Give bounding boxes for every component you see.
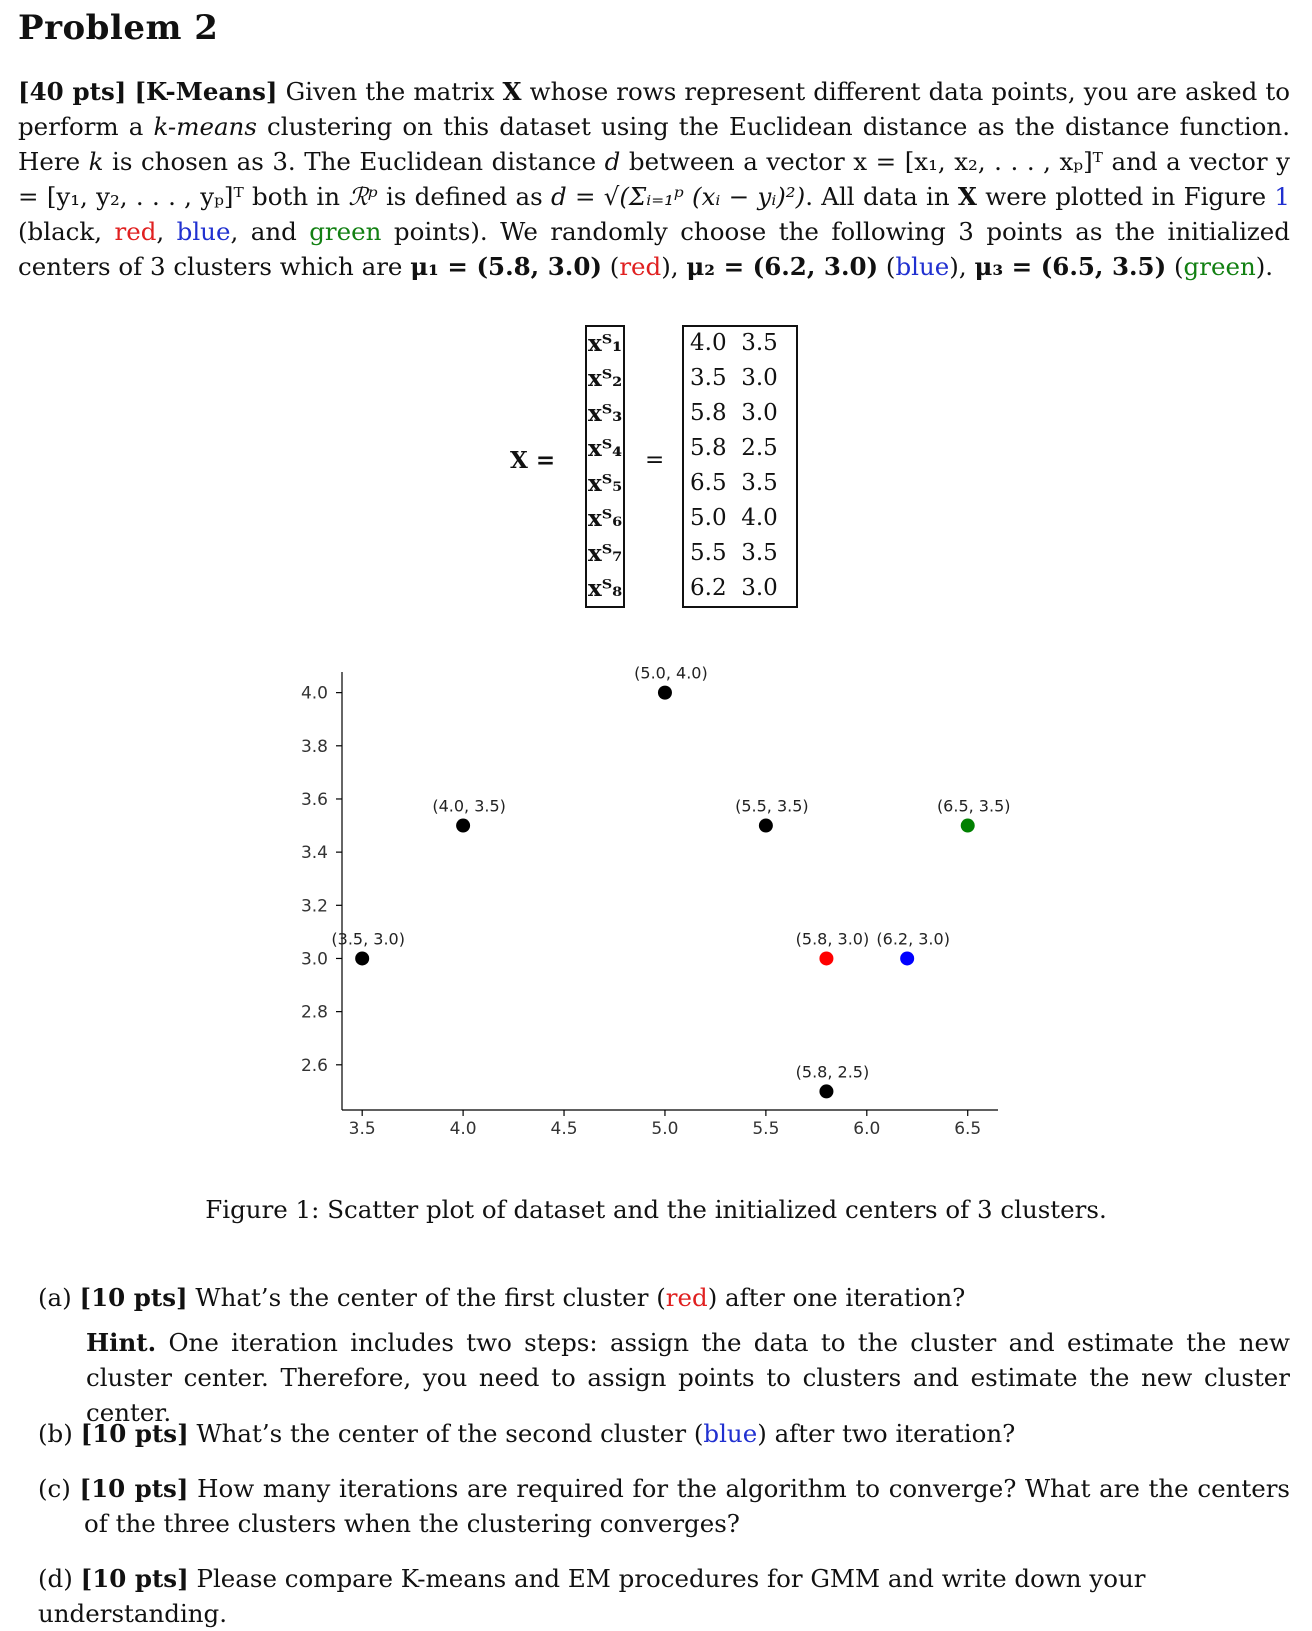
point-label: (4.0, 3.5) xyxy=(432,796,506,816)
text: What’s the center of the second cluster ( xyxy=(188,1419,704,1448)
y-tick-label: 2.8 xyxy=(300,1002,328,1023)
problem-statement: [40 pts] [K-Means] Given the matrix X whose rows represent different data points, you are asked to perform a k-means clustering on this dataset using the Euclidean distance as the distance function. Here k is chosen as 3. The Euclidean distance d between a vector x = [x₁, x₂, . . . , xₚ]ᵀ and a vector y = [y₁, y₂, . . . , yₚ]ᵀ both in ℛᵖ is defined as d = √(Σᵢ₌₁ᵖ (xᵢ − yᵢ)²). All data in X were plotted in Figure 1 (black, red, blue, and green points). We randomly choose the following 3 points as the initialized centers of 3 clusters which are μ₁ = (5.8, 3.0) (red), μ₂ = (6.2, 3.0) (blue), μ₃ = (6.5, 3.5) (green). xyxy=(18,77,1290,281)
matrix-row xyxy=(690,501,790,536)
blue-word: blue xyxy=(895,252,950,281)
matrix-cell: 6.5 xyxy=(690,470,727,496)
matrix-cell: 5.0 xyxy=(690,505,727,531)
green-word: green xyxy=(1183,252,1256,281)
math-X: X xyxy=(502,77,522,106)
math-distance-formula: d = √(Σᵢ₌₁ᵖ (xᵢ − yᵢ)²) xyxy=(550,182,806,211)
text: clustering on this dataset using the Euclidean distance as the distance function. Here xyxy=(18,112,1290,176)
row-vector: xᵀ₁ xyxy=(588,330,623,357)
text: , xyxy=(156,217,177,246)
matrix-row xyxy=(690,326,790,361)
question-label: (b) xyxy=(38,1419,73,1448)
mu2-value: μ₂ = (6.2, 3.0) xyxy=(686,252,879,281)
text: between a vector xyxy=(620,147,854,176)
blue-word: blue xyxy=(176,217,231,246)
question-label: (d) xyxy=(38,1564,73,1593)
blue-word: blue xyxy=(703,1419,758,1448)
matrix-cell: 5.8 xyxy=(690,435,727,461)
text: ) after one iteration? xyxy=(707,1283,966,1312)
point-label: (6.5, 3.5) xyxy=(936,796,1011,816)
matrix-equals: = xyxy=(645,447,665,473)
text: points). We randomly choose the following 3 points as the initialized centers of 3 clusters which are xyxy=(18,217,1290,281)
data-point xyxy=(658,686,672,700)
point-label: (5.8, 2.5) xyxy=(795,1062,870,1082)
hint xyxy=(86,1325,1290,1430)
question-label: (c) xyxy=(38,1474,71,1503)
figure-ref-link[interactable]: 1 xyxy=(1274,182,1290,211)
matrix-cell: 3.0 xyxy=(741,365,778,391)
matrix-row xyxy=(690,431,790,466)
math-d: d xyxy=(604,147,621,176)
matrix-cell: 4.0 xyxy=(741,505,778,531)
matrix-cell: 3.5 xyxy=(741,330,778,356)
data-point xyxy=(759,819,773,833)
point-label: (5.8, 3.0) xyxy=(795,929,870,949)
text: and a vector xyxy=(1102,147,1277,176)
math-Rp: ℛᵖ xyxy=(348,182,378,211)
value-matrix xyxy=(690,326,790,606)
points-label: [10 pts] xyxy=(79,1474,189,1503)
math-x-vector: x = [x₁, x₂, . . . , xₚ]ᵀ xyxy=(853,147,1103,176)
text: ) after two iteration? xyxy=(757,1419,1016,1448)
figure-caption: Figure 1: Scatter plot of dataset and the initialized centers of 3 clusters. xyxy=(205,1195,1107,1224)
matrix-cell: 3.5 xyxy=(741,540,778,566)
question-b xyxy=(38,1416,1290,1451)
hint-text: One iteration includes two steps: assign the data to the cluster and estimate the new cluster center. Therefore, you need to assign points to clusters and estimate the new cluster center. xyxy=(86,1328,1290,1427)
row-vector: xᵀ₄ xyxy=(588,435,623,462)
text: both in xyxy=(243,182,349,211)
y-tick-label: 3.4 xyxy=(300,843,328,864)
point-label: (6.2, 3.0) xyxy=(876,929,950,949)
hint-label: Hint. xyxy=(86,1328,157,1357)
matrix-row xyxy=(690,361,790,396)
y-tick-label: 3.8 xyxy=(300,736,328,757)
red-word: red xyxy=(619,252,662,281)
math-y-vector: y = [y₁, y₂, . . . , yₚ]ᵀ xyxy=(18,147,1290,211)
matrix-lhs: X = xyxy=(510,447,556,474)
points-label: [10 pts] xyxy=(80,1419,189,1448)
y-tick-label: 3.6 xyxy=(300,789,328,810)
x-tick-label: 6.0 xyxy=(853,1119,881,1139)
x-tick-label: 4.0 xyxy=(449,1119,477,1139)
matrix-cell: 3.0 xyxy=(741,575,778,601)
matrix-cell: 3.5 xyxy=(741,470,778,496)
row-vector: xᵀ₂ xyxy=(588,365,623,392)
text: is chosen as 3. The Euclidean distance xyxy=(103,147,605,176)
question-text: How many iterations are required for the algorithm to converge? What are the centers of the three clusters when the clustering converges? xyxy=(84,1474,1290,1538)
question-c xyxy=(38,1471,1290,1541)
kmeans-term: k-means xyxy=(153,112,257,141)
question-a xyxy=(38,1280,1290,1315)
y-tick-label: 4.0 xyxy=(300,683,328,704)
x-tick-label: 5.5 xyxy=(752,1119,780,1139)
data-point xyxy=(819,1084,833,1098)
problem-title: Problem 2 xyxy=(18,8,219,48)
text: is defined as xyxy=(377,182,551,211)
data-point xyxy=(355,951,369,965)
matrix-cell: 5.8 xyxy=(690,400,727,426)
matrix-row xyxy=(690,466,790,501)
y-tick-label: 3.2 xyxy=(300,896,328,917)
red-word: red xyxy=(665,1283,708,1312)
y-tick-label: 2.6 xyxy=(300,1055,328,1076)
text: (black, xyxy=(18,217,115,246)
data-point xyxy=(900,951,914,965)
text: whose rows represent different data points, you are asked to perform a xyxy=(18,77,1290,141)
text: were plotted in Figure xyxy=(976,182,1275,211)
mu3-value: μ₃ = (6.5, 3.5) xyxy=(974,252,1167,281)
points-label: [40 pts] xyxy=(18,77,127,106)
topic-tag: [K-Means] xyxy=(134,77,278,106)
scatter-plot xyxy=(0,640,1312,1150)
text: . All data in xyxy=(805,182,958,211)
point-label: (3.5, 3.0) xyxy=(331,929,405,949)
data-point xyxy=(456,819,470,833)
x-tick-label: 3.5 xyxy=(348,1119,376,1139)
question-label: (a) xyxy=(38,1283,72,1312)
matrix-cell: 4.0 xyxy=(690,330,727,356)
x-tick-label: 4.5 xyxy=(550,1119,578,1139)
text: Given the matrix xyxy=(277,77,503,106)
row-vector: xᵀ₅ xyxy=(588,470,623,497)
matrix-cell: 3.0 xyxy=(741,400,778,426)
matrix-row xyxy=(690,571,790,606)
point-label: (5.5, 3.5) xyxy=(735,796,809,816)
points-label: [10 pts] xyxy=(80,1564,189,1593)
x-tick-label: 5.0 xyxy=(651,1119,679,1139)
mu1-value: μ₁ = (5.8, 3.0) xyxy=(410,252,602,281)
row-vector: xᵀ₇ xyxy=(588,540,623,567)
row-vector: xᵀ₆ xyxy=(588,505,623,532)
matrix-cell: 6.2 xyxy=(690,575,727,601)
question-text: Please compare K-means and EM procedures for GMM and write down your understanding. xyxy=(38,1564,1146,1628)
text: What’s the center of the first cluster ( xyxy=(187,1283,666,1312)
matrix-row xyxy=(690,396,790,431)
data-point xyxy=(961,819,975,833)
y-tick-label: 3.0 xyxy=(300,949,328,970)
point-label: (5.0, 4.0) xyxy=(634,663,708,683)
matrix-cell: 5.5 xyxy=(690,540,727,566)
data-point xyxy=(819,951,833,965)
question-d xyxy=(38,1561,1298,1631)
points-label: [10 pts] xyxy=(79,1283,188,1312)
row-vector: xᵀ₃ xyxy=(588,400,623,427)
matrix-cell: 3.5 xyxy=(690,365,727,391)
green-word: green xyxy=(309,217,382,246)
math-k: k xyxy=(88,147,104,176)
matrix-row xyxy=(690,536,790,571)
text: , and xyxy=(230,217,310,246)
row-vector-column xyxy=(588,326,622,606)
row-vector: xᵀ₈ xyxy=(588,575,623,602)
red-word: red xyxy=(114,217,157,246)
x-tick-label: 6.5 xyxy=(954,1119,982,1139)
matrix-cell: 2.5 xyxy=(741,435,778,461)
math-X: X xyxy=(957,182,977,211)
